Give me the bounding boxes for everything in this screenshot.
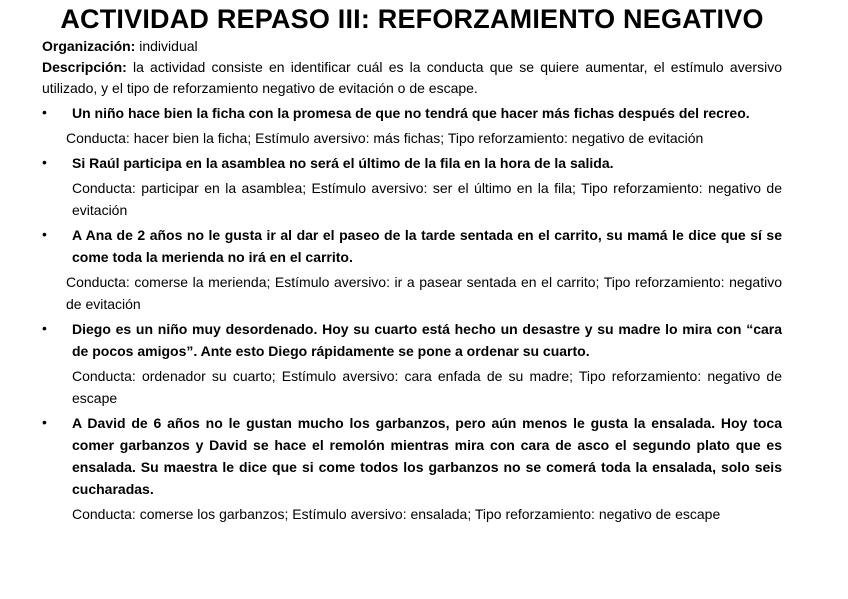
list-item	[42, 102, 782, 149]
bullet-icon: •	[42, 226, 47, 242]
bullet-icon: •	[42, 414, 47, 430]
list-item	[42, 412, 782, 525]
exercise-question: A David de 6 años no le gustan mucho los garbanzos, pero aún menos le gusta la ensalada. Hoy toca comer garbanzos y David se hace el remolón mientras mira con cara de asco el segundo plato que es ensalada. Su maestra le dice que si come todos los garbanzos no se comerá toda la ensalada, solo seis cucharadas.	[72, 415, 782, 497]
exercise-question: A Ana de 2 años no le gusta ir al dar el paseo de la tarde sentada en el carrito, su mamá le dice que sí se come toda la merienda no irá en el carrito.	[72, 227, 782, 265]
description-label: Descripción:	[42, 59, 127, 75]
exercise-answer: Conducta: ordenador su cuarto; Estímulo aversivo: cara enfada de su madre; Tipo reforzamiento: negativo de escape	[72, 368, 782, 406]
organization-label: Organización:	[42, 38, 136, 54]
exercise-list	[42, 102, 782, 525]
description-line	[42, 57, 782, 99]
organization-line	[42, 36, 782, 57]
organization-value: individual	[139, 38, 198, 54]
bullet-icon: •	[42, 154, 47, 170]
bullet-icon: •	[42, 104, 47, 120]
exercise-question: Diego es un niño muy desordenado. Hoy su cuarto está hecho un desastre y su madre lo mira con “cara de pocos amigos”. Ante esto Diego rápidamente se pone a ordenar su cuarto.	[72, 321, 782, 359]
list-item	[42, 224, 782, 315]
exercise-answer: Conducta: participar en la asamblea; Estímulo aversivo: ser el último en la fila; Tipo reforzamiento: negativo de evitación	[72, 180, 782, 218]
exercise-question: Un niño hace bien la ficha con la promesa de que no tendrá que hacer más fichas después del recreo.	[72, 105, 750, 121]
list-item	[42, 318, 782, 409]
bullet-icon: •	[42, 320, 47, 336]
exercise-answer: Conducta: comerse la merienda; Estímulo aversivo: ir a pasear sentada en el carrito; Tipo reforzamiento: negativo de evitación	[66, 274, 782, 312]
page-title: ACTIVIDAD REPASO III: REFORZAMIENTO NEGATIVO	[60, 4, 764, 34]
exercise-question: Si Raúl participa en la asamblea no será el último de la fila en la hora de la salida.	[72, 155, 614, 171]
list-item	[42, 152, 782, 221]
exercise-answer: Conducta: comerse los garbanzos; Estímulo aversivo: ensalada; Tipo reforzamiento: negativo de escape	[72, 506, 721, 522]
description-value: la actividad consiste en identificar cuál es la conducta que se quiere aumentar, el estímulo aversivo utilizado, y el tipo de reforzamiento negativo de evitación o de escape.	[42, 59, 782, 96]
exercise-answer: Conducta: hacer bien la ficha; Estímulo aversivo: más fichas; Tipo reforzamiento: negativo de evitación	[66, 130, 704, 146]
